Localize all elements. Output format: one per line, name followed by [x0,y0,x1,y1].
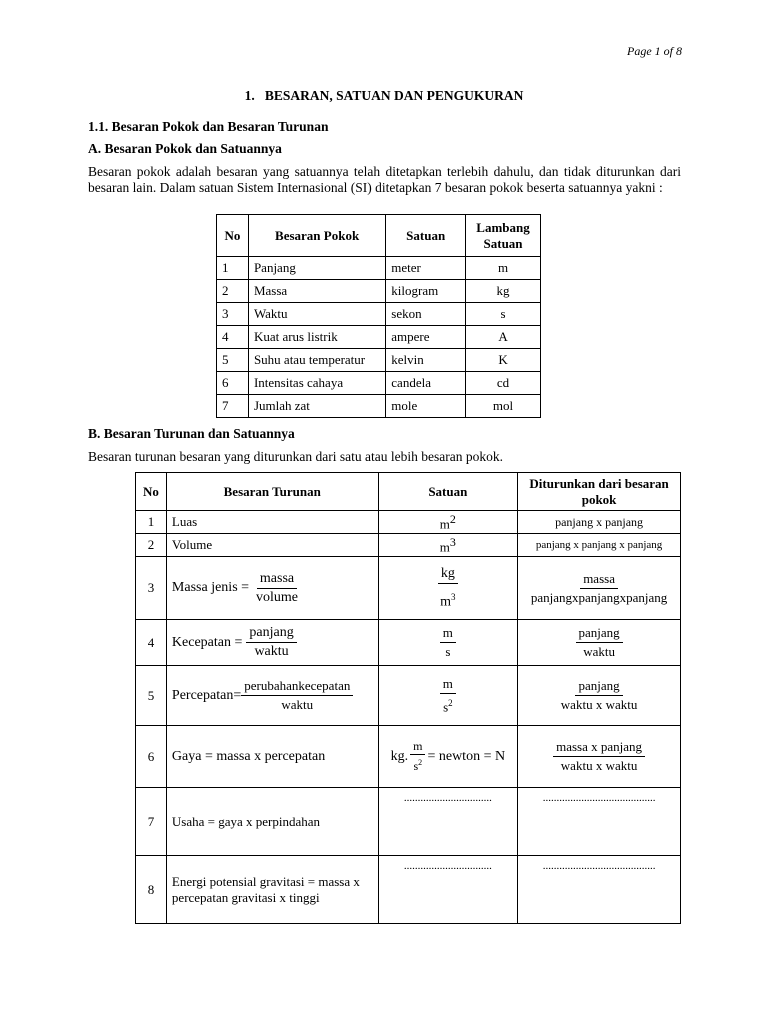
table-row [136,726,681,788]
table-row [136,557,681,620]
subheading-b: B. Besaran Turunan dan Satuannya [88,426,295,441]
blank-answer-cell: ......................................... [518,788,681,856]
derived-cell: $\frac{\text{massa x panjang}}{\text{waktu x waktu}}$ [518,726,681,788]
cell: candela [386,372,466,395]
table-row [217,395,541,418]
cell: 1 [217,257,249,280]
section-heading: 1.1. Besaran Pokok dan Besaran Turunan [88,119,329,134]
unit-cell: $m^3$ [378,534,518,557]
cell: 4 [217,326,249,349]
cell: m [466,257,541,280]
col-header: Diturunkan dari besaran pokok [518,473,681,511]
cell: meter [386,257,466,280]
derived-quantities-table [135,472,681,924]
subheading-a: A. Besaran Pokok dan Satuannya [88,141,282,156]
cell: Intensitas cahaya [248,372,385,395]
cell: panjang x panjang x panjang [518,534,681,557]
formula-cell: Percepatan= $\frac{\text{perubahankecepatan}}{\text{waktu}}$ [166,666,378,726]
cell: 6 [136,726,167,788]
unit-cell: kg. $\frac{m}{s^2}$ = newton = N [378,726,518,788]
cell: 4 [136,620,167,666]
table-row [217,280,541,303]
cell: 3 [136,557,167,620]
cell: Suhu atau temperatur [248,349,385,372]
table-row [217,303,541,326]
derived-cell: $\frac{\text{panjang}}{\text{waktu x waktu}}$ [518,666,681,726]
cell: panjang x panjang [518,511,681,534]
page-number: Page 1 of 8 [627,44,682,58]
cell: kg [466,280,541,303]
blank-answer-cell: ......................................... [518,856,681,924]
col-header: Satuan [378,473,518,511]
cell: A [466,326,541,349]
unit-cell: $\frac{kg}{m^3}$ [378,557,518,620]
table-row [136,666,681,726]
cell: Luas [166,511,378,534]
table-row [136,511,681,534]
cell: 6 [217,372,249,395]
paragraph-b: Besaran turunan besaran yang diturunkan dari satu atau lebih besaran pokok. [88,449,503,464]
cell: Energi potensial gravitasi = massa x percepatan gravitasi x tinggi [166,856,378,924]
cell: ampere [386,326,466,349]
blank-answer-cell: ................................ [378,788,518,856]
blank-answer-cell: ................................ [378,856,518,924]
cell: Usaha = gaya x perpindahan [166,788,378,856]
cell: Massa [248,280,385,303]
unit-cell: $m^2$ [378,511,518,534]
cell: 2 [136,534,167,557]
derived-cell: $\frac{\text{panjang}}{\text{waktu}}$ [518,620,681,666]
cell: Waktu [248,303,385,326]
cell: 8 [136,856,167,924]
table-row [217,349,541,372]
cell: K [466,349,541,372]
cell: 5 [217,349,249,372]
cell: mole [386,395,466,418]
cell: sekon [386,303,466,326]
cell: kilogram [386,280,466,303]
table-row [217,257,541,280]
cell: Jumlah zat [248,395,385,418]
unit-cell: $\frac{m}{s}$ [378,620,518,666]
formula-cell: Gaya = massa x percepatan [166,726,378,788]
formula-cell: Kecepatan = $\frac{\text{panjang}}{\text{waktu}}$ [166,620,378,666]
table-row [136,534,681,557]
cell: 7 [136,788,167,856]
col-header: Satuan [386,215,466,257]
table-row [136,856,681,924]
table-row [217,326,541,349]
cell: Kuat arus listrik [248,326,385,349]
unit-cell: $\frac{m}{s^2}$ [378,666,518,726]
col-header: No [217,215,249,257]
cell: 7 [217,395,249,418]
col-header: Besaran Pokok [248,215,385,257]
cell: s [466,303,541,326]
cell: cd [466,372,541,395]
cell: 5 [136,666,167,726]
paragraph-a: Besaran pokok adalah besaran yang satuannya telah ditetapkan terlebih dahulu, dan tidak diturunkan dari besaran lain. Dalam satuan Sistem Internasional (SI) ditetapkan 7 besaran pokok beserta satuannya yakni : [88,164,681,195]
cell: Panjang [248,257,385,280]
col-header: Besaran Turunan [166,473,378,511]
cell: 2 [217,280,249,303]
table-row [217,372,541,395]
cell: 3 [217,303,249,326]
derived-cell: $\frac{\text{massa}}{\text{panjangxpanjangxpanjang}}$ [518,557,681,620]
formula-cell: Massa jenis = $\frac{\text{massa}}{\text{volume}}$ [166,557,378,620]
table-row [136,620,681,666]
chapter-title: 1. BESARAN, SATUAN DAN PENGUKURAN [244,88,524,103]
cell: Volume [166,534,378,557]
cell: mol [466,395,541,418]
table-row [136,788,681,856]
base-quantities-table [216,214,541,418]
col-header: Lambang Satuan [466,215,541,257]
col-header: No [136,473,167,511]
cell: 1 [136,511,167,534]
cell: kelvin [386,349,466,372]
